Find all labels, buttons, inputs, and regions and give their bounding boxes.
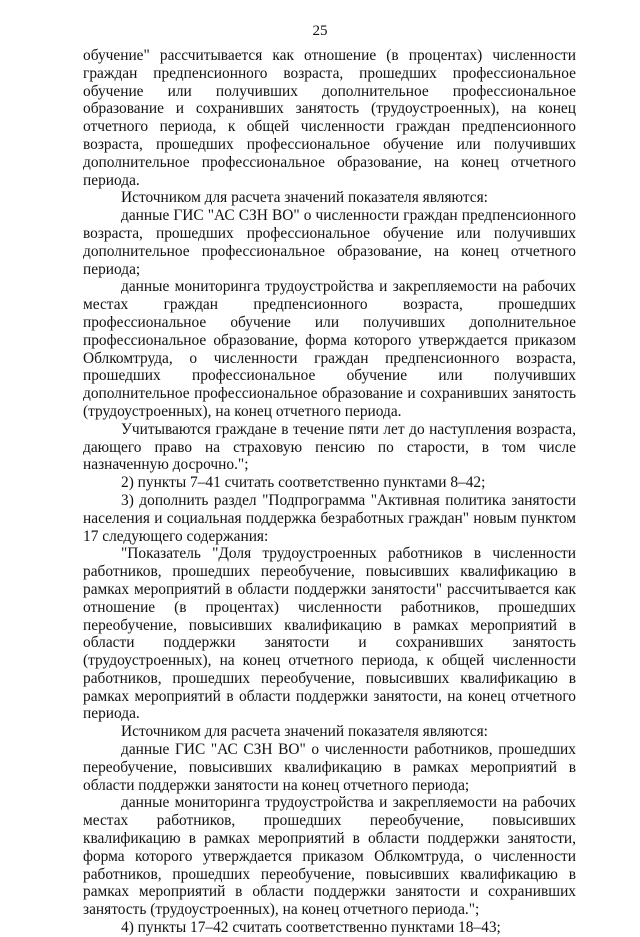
paragraph-gis-data-source-2: данные ГИС "АС СЗН ВО" о численности работников, прошедших переобучение, повысивших квалификацию в рамках мероприятий в области поддержки занятости на конец отчетного периода; (83, 741, 576, 794)
paragraph-item-4: 4) пункты 17–42 считать соответственно пунктами 18–43; (121, 919, 501, 937)
paragraph-sources-heading-2: Источником для расчета значений показателя являются: (121, 723, 488, 741)
paragraph-counting-note: Учитываются граждане в течение пяти лет до наступления возраста, дающего право на страховую пенсию по старости, в том числе назначенную досрочно."; (83, 420, 576, 474)
page-number: 25 (312, 23, 328, 39)
paragraph-sources-heading: Источником для расчета значений показателя являются: (121, 189, 488, 207)
paragraph-item-2: 2) пункты 7–41 считать соответственно пунктами 8–42; (121, 474, 486, 492)
paragraph-gis-data-source: данные ГИС "АС СЗН ВО" о численности граждан предпенсионного возраста, прошедших профессиональное обучение или получивших дополнительное профессиональное образование, на конец отчетного периода; (83, 207, 576, 278)
document-body (83, 47, 576, 937)
paragraph-monitoring-data-source-2: данные мониторинга трудоустройства и закрепляемости на рабочих местах работников, прошедших переобучение, повысивших квалификацию в рамках мероприятий в области поддержки занятости, форма которого утверждается приказом Облкомтруда, о численности работников, прошедших переобучение, повысивших квалификацию в рамках мероприятий в области поддержки занятости и сохранивших занятость (трудоустроенных), на конец отчетного периода."; (83, 794, 576, 919)
paragraph-indicator-definition-continued: обучение" рассчитывается как отношение (в процентах) численности граждан предпенсионного возраста, прошедших профессиональное обучение или получивших дополнительное профессиональное образование и сохранивших занятость (трудоустроенных), на конец отчетного периода, к общей численности граждан предпенсионного возраста, прошедших профессиональное обучение или получивших дополнительное профессиональное образование, на конец отчетного периода. (83, 47, 576, 189)
paragraph-monitoring-data-source: данные мониторинга трудоустройства и закрепляемости на рабочих местах граждан предпенсионного возраста, прошедших профессиональное обучение или получивших дополнительное профессиональное образование, форма которого утверждается приказом Облкомтруда, о численности граждан предпенсионного возраста, прошедших профессиональное обучение или получивших дополнительное профессиональное образование и сохранивших занятость (трудоустроенных), на конец отчетного периода. (83, 278, 576, 420)
paragraph-item-3: 3) дополнить раздел "Подпрограмма "Активная политика занятости населения и социальная поддержка безработных граждан" новым пунктом 17 следующего содержания: (83, 491, 576, 545)
paragraph-new-indicator-definition: "Показатель "Доля трудоустроенных работников в численности работников, прошедших переобучение, повысивших квалификацию в рамках мероприятий в области поддержки занятости" рассчитывается как отношение (в процентах) численности работников, прошедших переобучение, повысивших квалификацию в рамках мероприятий в области поддержки занятости и сохранивших занятость (трудоустроенных), на конец отчетного периода, к общей численности работников, прошедших переобучение, повысивших квалификацию в рамках мероприятий в области поддержки занятости, на конец отчетного периода. (83, 545, 576, 723)
